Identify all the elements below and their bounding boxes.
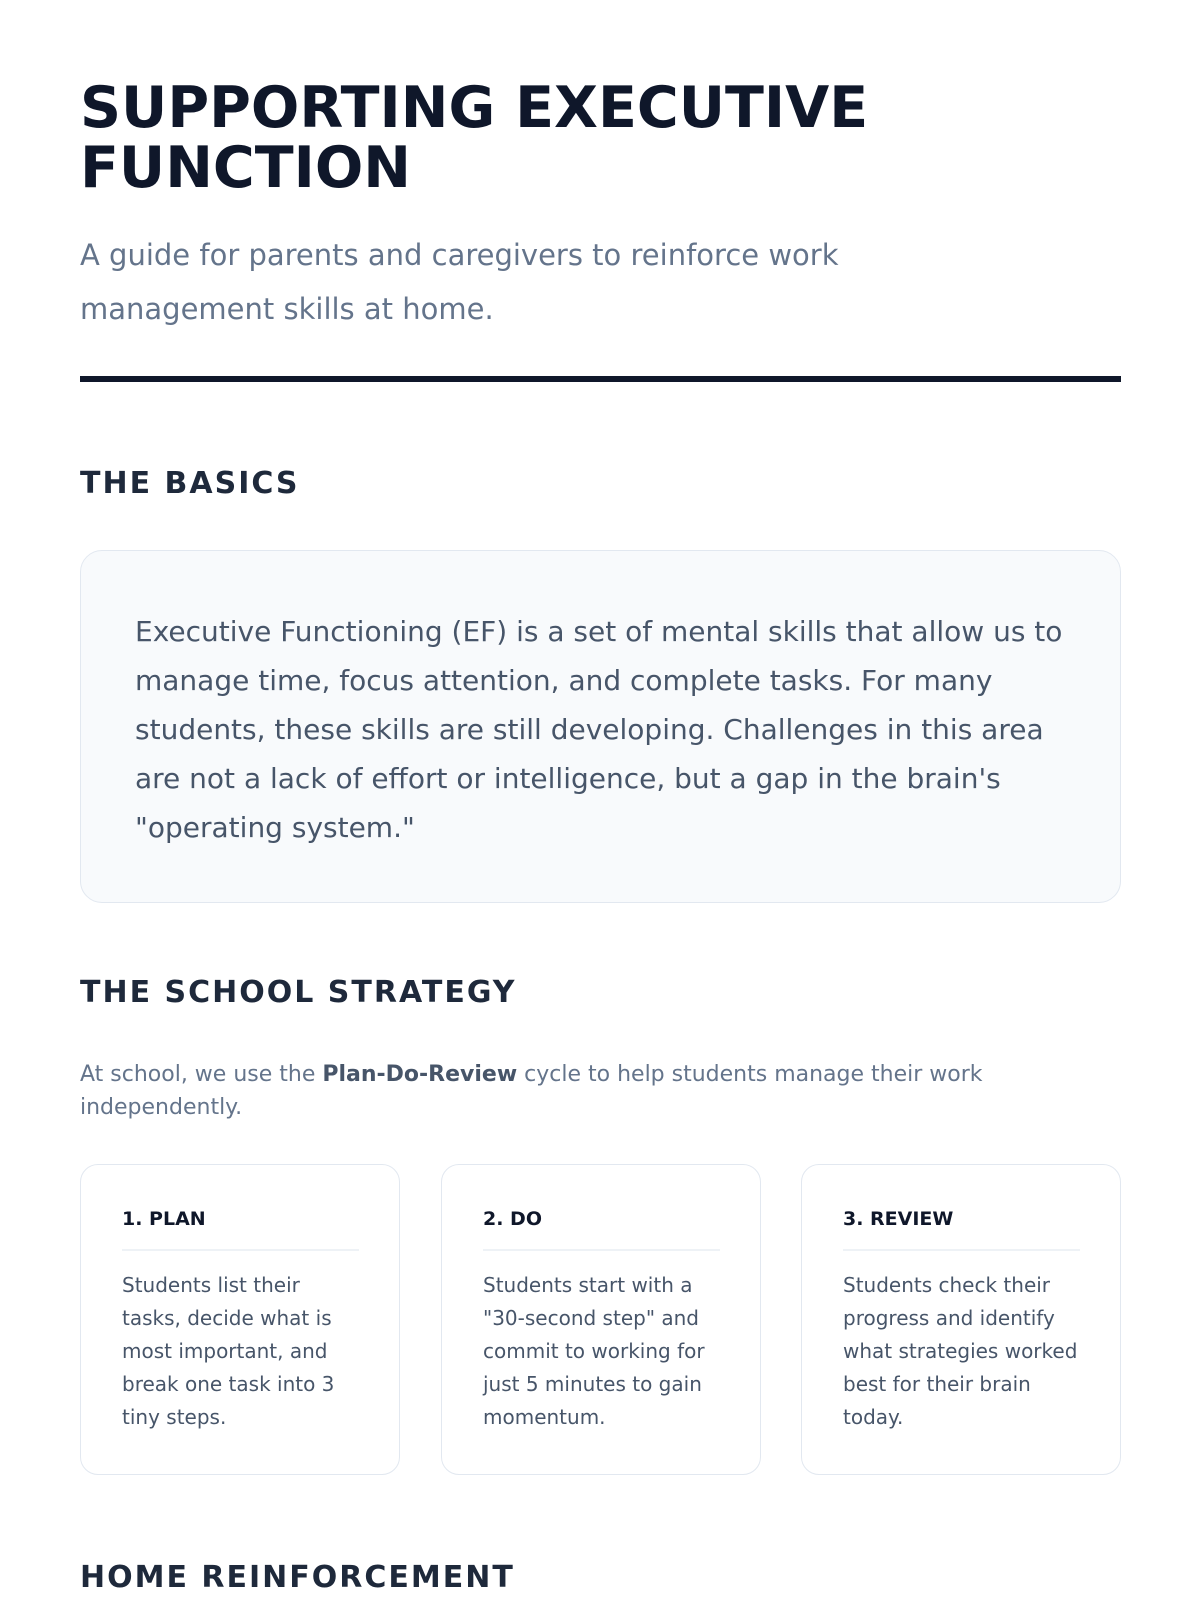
strategy-intro-after: cycle to help students manage their work independently.: [80, 1062, 983, 1120]
step-description: Students list their tasks, decide what is most important, and break one task into 3 tiny steps.: [122, 1273, 335, 1429]
section-heading-basics: THE BASICS: [80, 466, 300, 501]
step-title: 2. DO: [483, 1207, 720, 1251]
step-card-review: [801, 1164, 1121, 1475]
step-title: 3. REVIEW: [843, 1207, 1080, 1251]
basics-callout-card: [80, 550, 1121, 903]
strategy-intro-emphasis: Plan-Do-Review: [322, 1062, 518, 1087]
step-title: 1. PLAN: [122, 1207, 359, 1251]
section-heading-school-strategy: THE SCHOOL STRATEGY: [80, 975, 517, 1010]
step-card-do: [441, 1164, 761, 1475]
section-heading-home-reinforcement: HOME REINFORCEMENT: [80, 1560, 515, 1595]
step-description: Students start with a "30-second step" and commit to working for just 5 minutes to gain momentum.: [483, 1273, 705, 1429]
page-subtitle: A guide for parents and caregivers to reinforce work management skills at home.: [80, 238, 839, 326]
basics-text: Executive Functioning (EF) is a set of mental skills that allow us to manage time, focus attention, and complete tasks. For many students, these skills are still developing. Challenges in this area are not a lack of effort or intelligence, but a gap in the brain's "operating system.": [135, 615, 1063, 844]
page-title: SUPPORTING EXECUTIVE FUNCTION: [80, 75, 869, 201]
strategy-intro: [80, 1058, 1000, 1124]
title-divider: [80, 376, 1121, 382]
strategy-intro-before: At school, we use the: [80, 1062, 323, 1087]
step-description: Students check their progress and identify what strategies worked best for their brain today.: [843, 1273, 1078, 1429]
step-card-plan: [80, 1164, 400, 1475]
